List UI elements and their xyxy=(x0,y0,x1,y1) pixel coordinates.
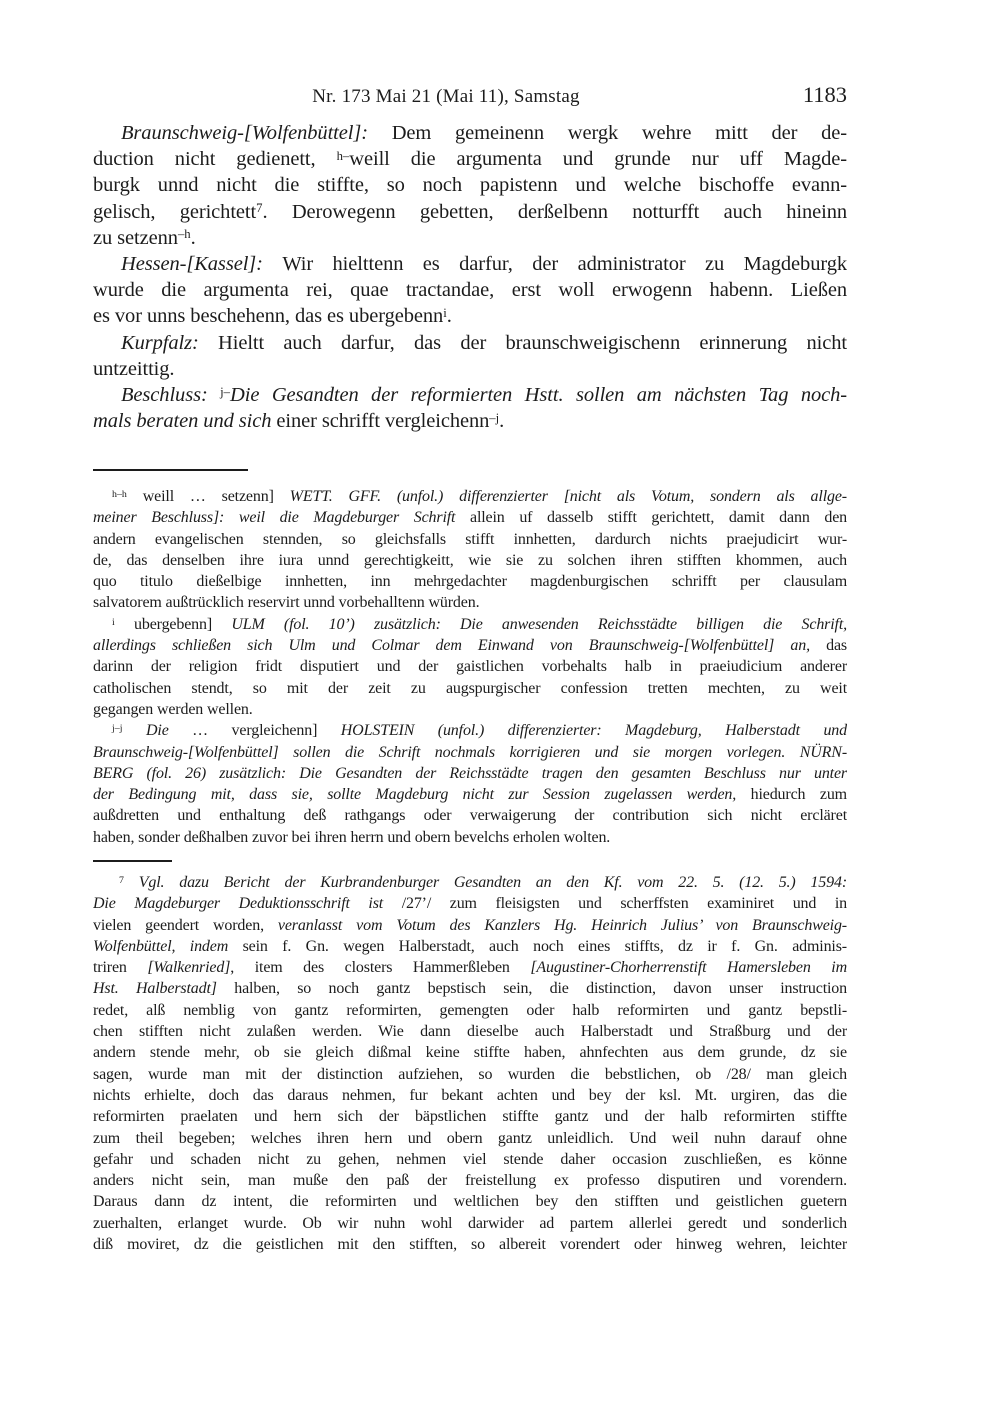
text-line xyxy=(93,356,847,382)
apparatus-note-j xyxy=(93,720,847,848)
text-line xyxy=(93,120,847,146)
text-run: das xyxy=(826,637,847,655)
text-line xyxy=(93,957,847,978)
text-run: ubergebenn] xyxy=(114,615,232,633)
text-run: reformirten praelaten und hern sich der bäpstlichen stiffte gantz und der halb reformirten stiffte xyxy=(93,1108,847,1126)
text-run: andern evangelischen stennden, so gleichsfalls stifft innhetten, dardurch nichts praejudicirt wur- xyxy=(93,530,847,548)
superscript-marker: h– xyxy=(336,148,350,163)
paragraph-kurpfalz xyxy=(93,330,847,382)
text-line xyxy=(93,571,847,592)
text-line xyxy=(93,382,847,408)
text-line xyxy=(93,1000,847,1021)
footnote-block xyxy=(93,872,847,1255)
text-run: redet, alß nemblig von gantz reformirten, gemengten oder halb reformirten und gantz bepstli- xyxy=(93,1001,847,1019)
text-line xyxy=(93,330,847,356)
text-run: Hessen-[Kassel]: xyxy=(121,252,283,275)
text-run: zum theil begeben; welches ihren hern und obern gantz unleidlich. Und weil nuhn darauf ohne xyxy=(93,1129,847,1147)
text-run: HOLSTEIN (unfol.) differenzierter: Magdeburg, Halberstadt und xyxy=(340,722,847,740)
superscript-marker: 7 xyxy=(256,201,263,216)
text-run: Daraus dann dz intent, die reformirten und weltlichen bey den stifften und geistlichen guetern xyxy=(93,1193,847,1211)
paragraph-hessen xyxy=(93,251,847,330)
text-line xyxy=(93,872,847,893)
text-run: untzeittig. xyxy=(93,357,175,380)
text-run: [Walkenried] xyxy=(147,959,231,977)
text-line xyxy=(93,1170,847,1191)
text-line xyxy=(93,1021,847,1042)
text-line xyxy=(93,592,847,613)
text-run: Kurpfalz: xyxy=(121,331,219,354)
text-run: es vor unns beschehenn, das es ubergebenn xyxy=(93,305,444,328)
paragraph-beschluss xyxy=(93,382,847,434)
text-run: außdretten und enthaltung deß rathgangs oder verwaigerung der contribution sich nicht ercläret xyxy=(93,807,847,825)
text-line xyxy=(93,805,847,826)
text-line xyxy=(93,172,847,198)
text-line xyxy=(93,408,847,434)
text-line xyxy=(93,656,847,677)
text-line xyxy=(93,720,847,741)
text-run: Vgl. dazu Bericht der Kurbrandenburger Gesandten an den Kf. vom 22. 5. (12. 5.) 1594: xyxy=(123,874,847,891)
text-run: weill … setzenn] xyxy=(126,488,290,505)
text-run: Wir hielttenn es darfur, der administrator zu Magdeburgk xyxy=(282,252,847,275)
text-line xyxy=(93,699,847,720)
text-run: Die Magdeburger Deduktionsschrift ist xyxy=(93,895,402,913)
text-run: Braunschweig-[Wolfenbüttel] sollen die Schrift nochmals korrigieren und sie morgen vorlegen. NÜRN- xyxy=(93,743,847,761)
text-run: vielen geendert worden, xyxy=(93,916,278,934)
text-run: gelisch, gerichtett xyxy=(93,200,257,223)
text-run: Braunschweig-[Wolfenbüttel]: xyxy=(121,122,392,144)
text-run: veranlasst vom Votum des Kanzlers Hg. Heinrich Julius’ von Braunschweig- xyxy=(277,916,847,934)
text-run: gegangen werden wellen. xyxy=(93,700,253,718)
text-line xyxy=(93,614,847,635)
text-run: . Derowegenn gebetten, derßelbenn notturfft auch hineinn xyxy=(262,200,847,223)
text-line xyxy=(93,303,847,329)
text-run: der Bedingung mit, dass sie, sollte Magdeburg nicht zur Session zugelassen werden, xyxy=(93,786,751,804)
text-run: mals beraten und sich xyxy=(93,410,277,433)
main-text xyxy=(93,120,847,434)
text-line xyxy=(93,678,847,699)
text-run: . xyxy=(446,305,452,328)
text-run: Beschluss: xyxy=(121,383,221,406)
text-run: anders nicht sein, man muße den paß der freistellung ex professo disputiren und vorendern. xyxy=(93,1172,847,1190)
text-line xyxy=(93,1149,847,1170)
text-run: chen stifften nicht zulaßen werden. Wie dann dieselbe auch Halberstadt und Straßburg und der xyxy=(93,1023,847,1041)
text-run: sagen, wurde man mit der distinction aufziehen, so wurden die bebstlichen, ob /28/ man gleich xyxy=(93,1065,847,1083)
superscript-marker: j– xyxy=(220,384,231,399)
text-line xyxy=(93,763,847,784)
text-line xyxy=(93,1128,847,1149)
paragraph-braunschweig xyxy=(93,120,847,251)
text-line xyxy=(93,915,847,936)
text-run: meiner Beschluss]: weil die Magdeburger Schrift xyxy=(93,509,471,527)
text-run: . xyxy=(499,410,505,433)
text-line xyxy=(93,893,847,914)
apparatus-note-h xyxy=(93,486,847,614)
running-title: Nr. 173 Mai 21 (Mai 11), Samstag xyxy=(312,86,580,107)
footnote-7 xyxy=(93,872,847,1255)
apparatus-separator-rule xyxy=(93,469,248,471)
superscript-marker: –j xyxy=(489,410,500,425)
text-line xyxy=(93,1234,847,1255)
superscript-marker: h–h xyxy=(112,488,127,500)
text-line xyxy=(93,1085,847,1106)
text-run: diß moviret, dz die geistlichen mit den stifften, so albereit vorendert oder hinweg wehren, leichter xyxy=(93,1236,847,1254)
text-line xyxy=(93,742,847,763)
text-run: Hieltt auch darfur, das der braunschweigischenn erinnerung nicht xyxy=(218,331,847,354)
text-line xyxy=(93,251,847,277)
text-run: Dem gemeinenn wergk wehre mitt der de- xyxy=(391,122,847,144)
text-run: Hst. Halberstadt] xyxy=(93,980,235,998)
text-run: WETT. GFF. (unfol.) differenzierter [nicht als Votum, sondern als allge- xyxy=(289,488,847,505)
text-line xyxy=(93,486,847,507)
text-run: ULM (fol. 10’) zusätzlich: Die anwesenden Reichsstädte billigen die Schrift, xyxy=(231,615,847,633)
text-run: allein uf dasselb stifft gerichtett, damit dann den xyxy=(470,509,847,527)
superscript-marker: –h xyxy=(177,227,191,242)
text-run: allerdings schließen sich Ulm und Colmar dem Einwand von Braunschweig-[Wolfenbüttel] an, xyxy=(93,637,827,655)
text-line xyxy=(93,635,847,656)
text-line xyxy=(93,1106,847,1127)
text-line xyxy=(93,1191,847,1212)
superscript-marker: i xyxy=(112,616,115,628)
page-header xyxy=(93,84,847,110)
text-run: … vergleichenn] xyxy=(192,722,341,740)
text-line xyxy=(93,529,847,550)
text-run: . xyxy=(190,226,196,249)
superscript-marker: 7 xyxy=(119,874,124,886)
page-number: 1183 xyxy=(802,82,847,107)
text-run: wurde die argumenta rei, quae tractandae, erst woll erwogenn habenn. Ließen xyxy=(93,279,847,302)
text-run: de, das denselben ihre iura unnd gerechtigkeitt, wie sie zu solchen ihren stifften khommen, auch xyxy=(93,551,847,569)
text-line xyxy=(93,784,847,805)
text-line xyxy=(93,978,847,999)
text-line xyxy=(93,827,847,848)
apparatus-note-i xyxy=(93,614,847,720)
text-line xyxy=(93,1042,847,1063)
text-line xyxy=(93,199,847,225)
text-line xyxy=(93,277,847,303)
text-run: nichts erhielte, doch das daraus nehmen, fur bekant achten und bey der ksl. Mt. urgiren, das die xyxy=(93,1086,847,1104)
superscript-marker: j–j xyxy=(112,723,123,735)
text-run: quo titulo dießelbige innhetten, inn mehrgedachter magdenburgischen schrifft per clausulam xyxy=(93,573,847,591)
text-line xyxy=(93,146,847,172)
text-run: salvatorem außtrücklich reservirt unnd vorbehalltenn würden. xyxy=(93,594,480,612)
text-line xyxy=(93,507,847,528)
critical-apparatus xyxy=(93,486,847,848)
text-run: /27’/ zum fleisigsten und scherffsten examiniret und in xyxy=(401,895,847,913)
superscript-marker: i xyxy=(443,305,447,320)
text-run: duction nicht gedienett, xyxy=(93,148,337,171)
text-line xyxy=(93,225,847,251)
text-run: , item des closters Hammerßleben xyxy=(230,959,531,977)
text-run: darinn der religion fridt disputiert und der gaistlichen vorbehalts halb in praeiudicium anderer xyxy=(93,658,847,676)
text-run: sein f. Gn. wegen Halberstadt, auch noch eines stiffts, dz ir f. Gn. adminis- xyxy=(242,937,847,955)
text-line xyxy=(93,1064,847,1085)
text-run: weill die argumenta und grunde nur uff Magde- xyxy=(349,148,847,171)
text-run: Die Gesandten der reformierten Hstt. sollen am nächsten Tag noch- xyxy=(230,383,847,406)
text-run: hiedurch zum xyxy=(750,786,847,804)
text-run: burgk unnd nicht die stiffte, so noch papistenn und welche bischoffe evann- xyxy=(93,174,847,197)
text-run: zu setzenn xyxy=(93,226,178,249)
text-line xyxy=(93,936,847,957)
text-run: BERG (fol. 26) zusätzlich: Die Gesandten der Reichsstädte tragen den gesamten Beschluss nur unter xyxy=(93,764,847,782)
text-run: catholischen stendt, so mit der zeit zu augspurgischer confession tretten mechten, zu weit xyxy=(93,679,847,697)
footnote-separator-rule xyxy=(93,860,172,862)
text-run: andern stende mehr, ob sie gleich dißmal keine stiffte haben, ahnfechten aus dem grunde, dz sie xyxy=(93,1044,847,1062)
text-line xyxy=(93,1213,847,1234)
text-run: zuerhalten, erlanget wurde. Ob wir nuhn wohl darwider ad partem allerlei geredt und sonderlich xyxy=(93,1214,847,1232)
text-run: [Augustiner-Chorherrenstift Hamersleben im xyxy=(530,959,847,977)
text-run: einer schrifft vergleichenn xyxy=(276,410,490,433)
text-run: triren xyxy=(93,959,148,977)
text-run: Die xyxy=(122,722,193,740)
text-run: halben, so noch gantz bepstisch sein, die distinction, davon unser instruction xyxy=(234,980,847,998)
text-run: Wolfenbüttel, indem xyxy=(93,937,243,955)
text-line xyxy=(93,550,847,571)
text-run: gefahr und schaden nicht zu gehen, nehmen viel stende daher occasion zuschließen, es könne xyxy=(93,1150,847,1168)
text-run: haben, sonder deßhalben zuvor bei ihren herrn und obern bevelchs erholen wolten. xyxy=(93,828,611,846)
